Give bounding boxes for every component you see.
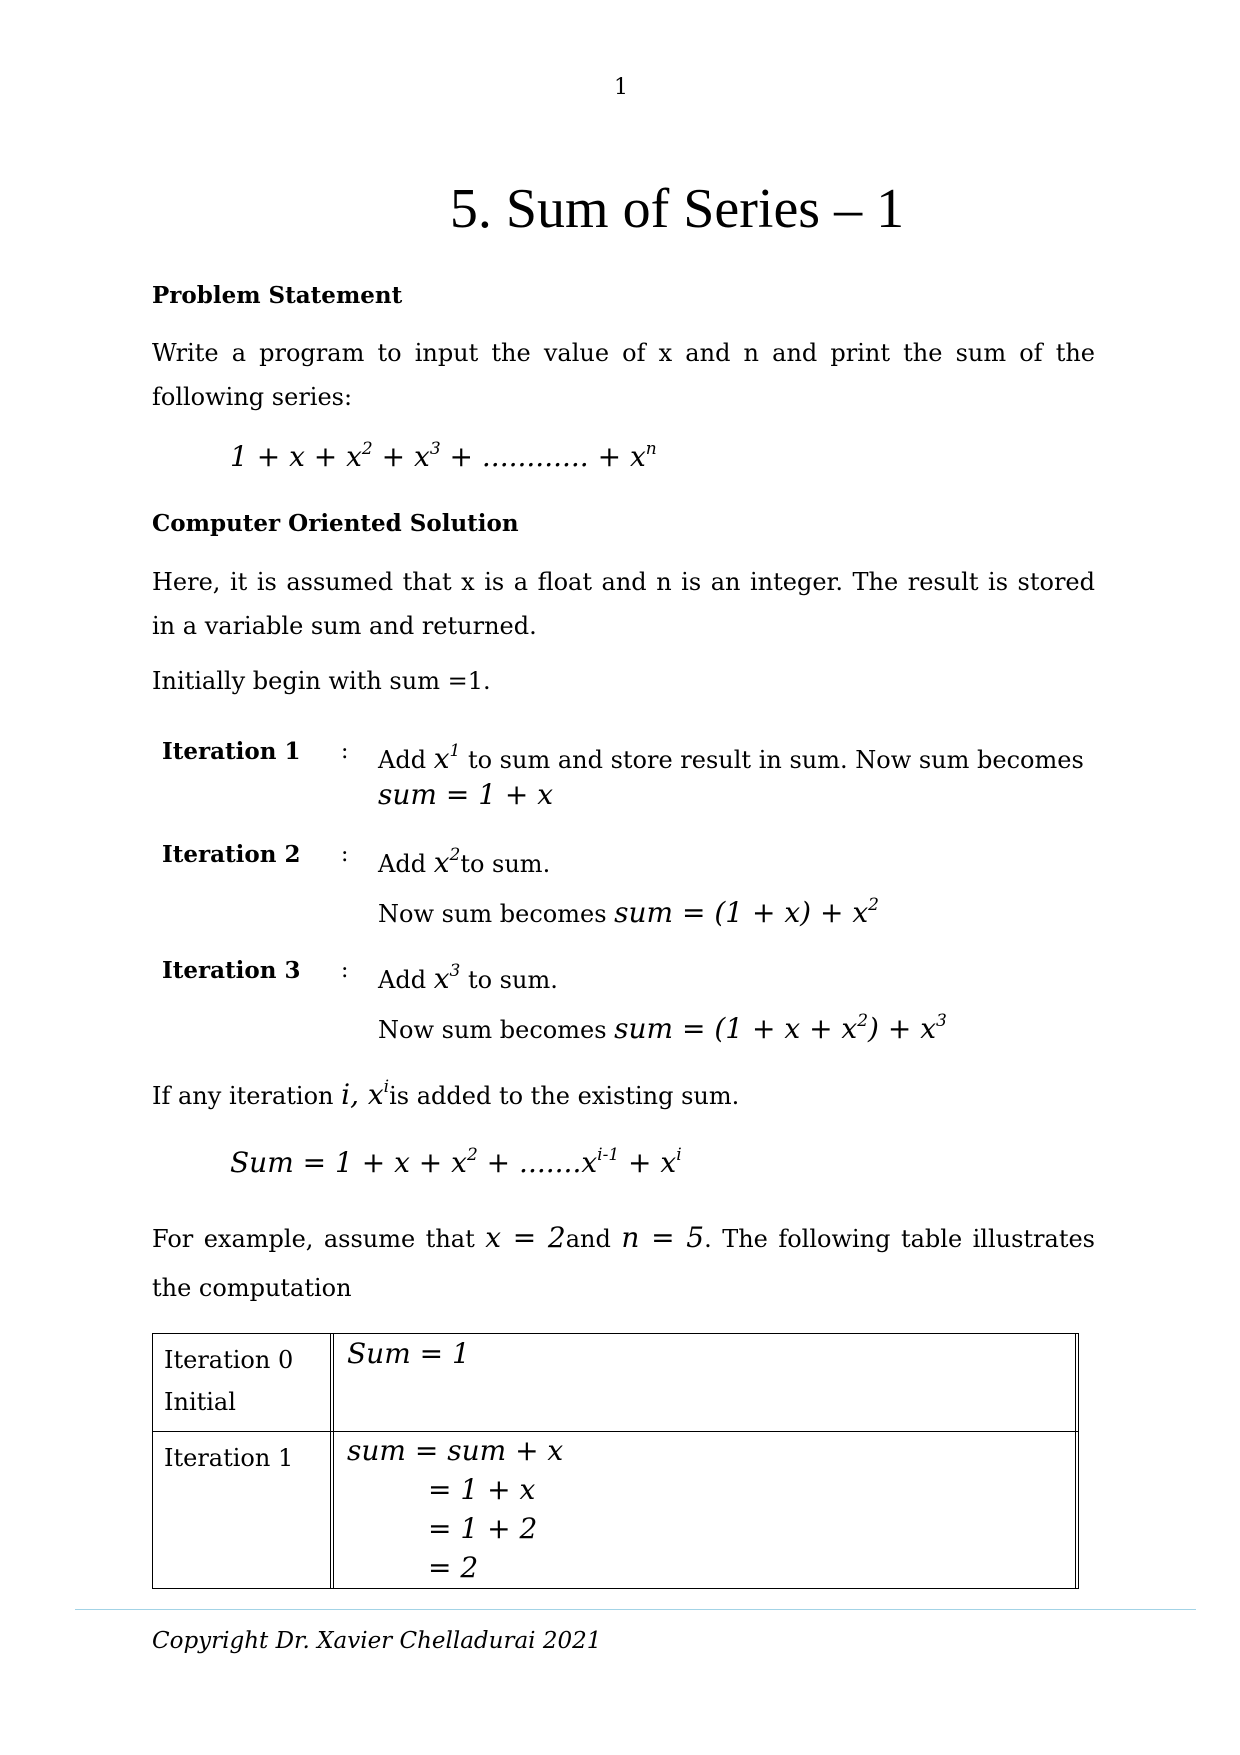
table-step: = 1 + 2 <box>428 1512 538 1545</box>
footer-rule <box>75 1609 1196 1610</box>
iteration-separator: : <box>341 739 349 764</box>
formula-exponent: 2 <box>361 439 373 459</box>
math-term: i, x <box>341 1078 384 1111</box>
math-term: x <box>433 742 450 775</box>
math-exponent: 2 <box>868 895 879 915</box>
step-text: Add <box>378 850 434 878</box>
step-text: Now sum becomes <box>378 1016 615 1044</box>
example-text-line <box>152 1222 1095 1255</box>
iteration-3-label: Iteration 3 <box>162 957 301 984</box>
math-exponent: 2 <box>449 845 461 865</box>
example-text: For example, assume that <box>152 1225 486 1253</box>
example-text: and <box>565 1225 622 1253</box>
table-right-inner-border <box>1075 1333 1076 1589</box>
formula-exponent: 2 <box>466 1145 478 1165</box>
table-row-label: Iteration 0 <box>164 1346 294 1374</box>
row-divider <box>153 1431 1078 1432</box>
formula-term: Sum = 1 + x + x <box>230 1146 467 1179</box>
problem-text-line: Write a program to input the value of x and n and print the sum of the <box>152 339 1095 367</box>
problem-statement-heading: Problem Statement <box>152 282 403 309</box>
math-term: ) + x <box>868 1012 937 1045</box>
math-term: sum = (1 + x + x <box>614 1012 858 1045</box>
iteration-1-result: sum = 1 + x <box>378 778 554 811</box>
page-title: 5. Sum of Series – 1 <box>449 178 905 240</box>
math-term: x = 2 <box>485 1221 566 1254</box>
table-step: sum = sum + x <box>347 1434 564 1467</box>
problem-text-line: following series: <box>152 383 353 411</box>
column-divider <box>333 1333 334 1589</box>
formula-term: + x <box>619 1146 677 1179</box>
general-formula <box>230 1145 682 1181</box>
math-exponent: 3 <box>449 961 461 981</box>
initial-sum-text: Initially begin with sum =1. <box>152 667 491 695</box>
table-step: = 1 + x <box>428 1473 536 1506</box>
math-term: sum = (1 + x) + x <box>614 896 869 929</box>
math-term: x <box>433 962 450 995</box>
copyright-text: Copyright Dr. Xavier Chelladurai 2021 <box>152 1628 602 1654</box>
general-rule-text <box>152 1079 739 1112</box>
table-row-label: Initial <box>164 1388 236 1416</box>
rule-text: is added to the existing sum. <box>389 1082 740 1110</box>
formula-exponent: n <box>645 439 657 459</box>
step-text: to sum. <box>460 966 558 994</box>
iteration-2-result <box>378 897 879 930</box>
iteration-1-step <box>378 743 1084 776</box>
table-step: = 2 <box>428 1551 479 1584</box>
solution-heading: Computer Oriented Solution <box>152 510 519 537</box>
solution-text-line: in a variable sum and returned. <box>152 612 537 640</box>
step-text: to sum. <box>460 850 551 878</box>
step-text: Add <box>378 966 434 994</box>
iteration-separator: : <box>341 842 349 867</box>
step-text: to sum and store result in sum. Now sum becomes <box>460 746 1084 774</box>
step-text: Now sum becomes <box>378 900 615 928</box>
formula-exponent: i-1 <box>597 1145 620 1165</box>
iteration-separator: : <box>341 958 349 983</box>
table-row-label: Iteration 1 <box>164 1444 294 1472</box>
iteration-1-label: Iteration 1 <box>162 738 301 765</box>
math-exponent: 2 <box>857 1011 869 1031</box>
iteration-3-step <box>378 963 558 996</box>
math-exponent: 1 <box>449 741 461 761</box>
example-text-line: the computation <box>152 1274 352 1302</box>
column-divider <box>330 1333 331 1589</box>
step-text: Add <box>378 746 434 774</box>
iteration-2-step <box>378 847 550 880</box>
rule-text: If any iteration <box>152 1082 342 1110</box>
formula-term: + ............ + x <box>440 440 646 473</box>
math-exponent: i <box>383 1077 390 1097</box>
table-step: Sum = 1 <box>347 1337 470 1370</box>
page-number: 1 <box>614 75 628 100</box>
iteration-2-label: Iteration 2 <box>162 841 301 868</box>
formula-term: 1 + x + x <box>230 440 362 473</box>
formula-term: + .......x <box>477 1146 598 1179</box>
computation-table <box>152 1333 1079 1589</box>
math-term: x <box>433 846 450 879</box>
math-term: n = 5 <box>621 1221 705 1254</box>
iteration-3-result <box>378 1013 947 1046</box>
formula-exponent: 3 <box>429 439 441 459</box>
series-formula <box>230 439 657 475</box>
solution-text-line: Here, it is assumed that x is a float and n is an integer. The result is stored <box>152 568 1095 596</box>
formula-exponent: i <box>676 1145 682 1165</box>
formula-term: + x <box>372 440 430 473</box>
math-exponent: 3 <box>936 1011 947 1031</box>
example-text: . The following table illustrates <box>704 1225 1096 1253</box>
